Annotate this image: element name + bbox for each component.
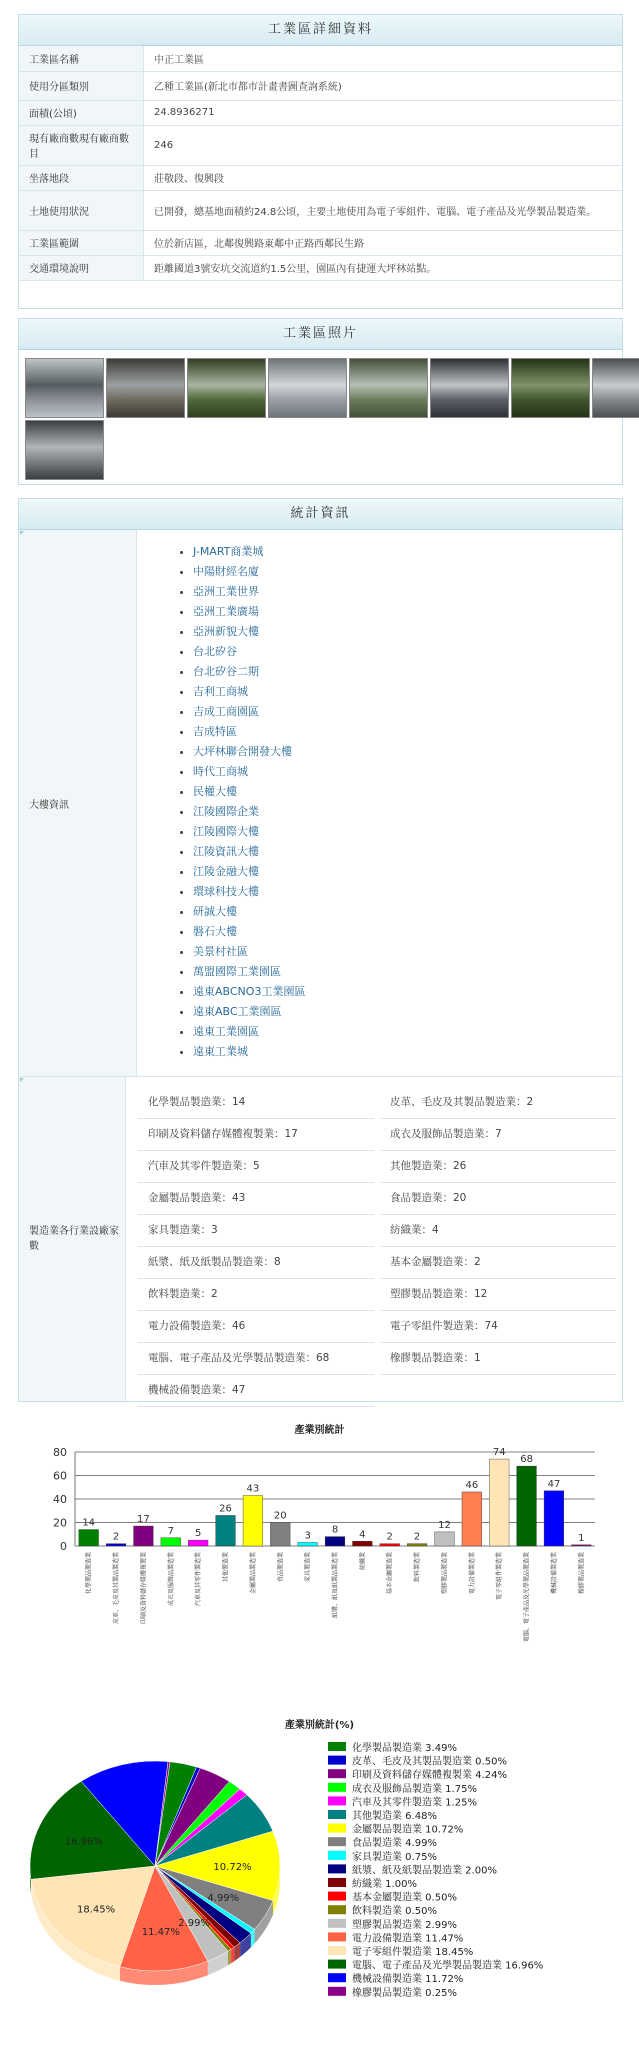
bar-chart-title: 產業別統計 — [294, 1425, 345, 1436]
bar — [243, 1495, 263, 1546]
bar-value-label: 74 — [492, 1447, 506, 1459]
building-link[interactable]: • 萬盟國際工業園區 — [193, 962, 305, 982]
bar-ytick-label: 80 — [53, 1446, 67, 1459]
pie-legend-swatch — [328, 1892, 346, 1901]
bar-value-label: 2 — [112, 1531, 120, 1543]
bar-ytick-label: 60 — [53, 1469, 67, 1483]
buildings-list — [137, 530, 305, 1076]
detail-row — [19, 255, 622, 280]
building-link[interactable]: • 遠東ABCNO3工業園區 — [193, 982, 305, 1002]
pie-legend-swatch — [328, 1960, 346, 1969]
industry-count: 紙漿、紙及紙製品製造業：8 — [138, 1247, 374, 1279]
bar-value-label: 20 — [273, 1510, 287, 1522]
building-link[interactable]: • 時代工商城 — [193, 762, 305, 782]
detail-row — [19, 190, 622, 230]
building-link[interactable]: • J-MART商業城 — [193, 542, 305, 562]
pie-percent-label: 18.45% — [76, 1904, 116, 1916]
bar-category-label: 成衣及服飾品製造業 — [167, 1552, 175, 1607]
pie-legend-label: 電腦、電子產品及光學製品製造業 16.96% — [352, 1960, 544, 1972]
bar-value-label: 1 — [578, 1532, 585, 1544]
building-link[interactable]: • 江陵金融大樓 — [193, 862, 305, 882]
photos-title: 工業區照片 — [19, 319, 622, 350]
industry-count: 基本金屬製造業：2 — [380, 1247, 616, 1279]
pie-percent-label: 2.99% — [178, 1918, 211, 1930]
bar-value-label: 12 — [438, 1519, 451, 1531]
stats-title: 統計資訊 — [19, 499, 622, 530]
bar — [79, 1530, 99, 1546]
bar-value-label: 14 — [82, 1517, 96, 1529]
building-link[interactable]: • 亞洲新貌大樓 — [193, 622, 305, 642]
bar-category-label: 電力設備製造業 — [468, 1552, 476, 1595]
pie-legend-swatch — [328, 1946, 346, 1955]
photo-thumbnail[interactable] — [430, 358, 509, 418]
detail-label: 工業區範圍 — [19, 230, 144, 255]
bar-value-label: 68 — [520, 1454, 533, 1466]
industry-count: 電腦、電子產品及光學製品製造業：68 — [138, 1343, 374, 1375]
photo-thumbnail[interactable] — [592, 358, 639, 418]
bar-chart — [0, 1438, 639, 1708]
building-link[interactable]: • 江陵國際大樓 — [193, 822, 305, 842]
building-link[interactable]: • 環球科技大樓 — [193, 882, 305, 902]
pie-legend-label: 印刷及資料儲存媒體複製業 4.24% — [352, 1770, 507, 1782]
bar — [462, 1492, 482, 1546]
bar — [270, 1523, 290, 1547]
pie-legend-label: 電力設備製造業 11.47% — [352, 1933, 464, 1945]
detail-row — [19, 46, 622, 71]
bar — [489, 1459, 509, 1546]
pie-legend-label: 其他製造業 6.48% — [352, 1811, 437, 1822]
buildings-label: 大樓資訊 — [19, 530, 137, 1076]
pie-slice-side — [231, 1947, 234, 1963]
pie-legend-label: 電子零組件製造業 18.45% — [352, 1947, 474, 1958]
pie-legend-swatch — [328, 1864, 346, 1873]
bar-category-label: 印刷及資料儲存媒體複製業 — [140, 1552, 148, 1625]
bar-ytick-label: 20 — [53, 1516, 67, 1530]
building-link[interactable]: • 中陽財經名廈 — [193, 562, 305, 582]
detail-label: 使用分區類別 — [19, 71, 144, 100]
bar-ytick-label: 0 — [60, 1540, 67, 1553]
photos-panel — [18, 318, 623, 485]
detail-row — [19, 125, 622, 165]
bar-value-label: 5 — [194, 1528, 202, 1540]
detail-label: 現有廠商數現有廠商數目 — [19, 125, 144, 165]
bar-value-label: 26 — [219, 1503, 232, 1515]
detail-label: 土地使用狀況 — [19, 190, 144, 230]
industry-count: 電子零組件製造業：74 — [380, 1311, 616, 1343]
photo-thumbnail[interactable] — [268, 358, 347, 418]
pie-legend-label: 紙漿、紙及紙製品製造業 2.00% — [352, 1865, 497, 1877]
industry-count: 機械設備製造業：47 — [138, 1375, 374, 1407]
pie-legend-label: 家具製造業 0.75% — [352, 1851, 437, 1863]
industry-count: 家具製造業：3 — [138, 1215, 374, 1247]
pie-legend-swatch — [328, 1769, 346, 1778]
industry-count: 成衣及服飾品製造業：7 — [380, 1119, 616, 1151]
industry-count: 化學製品製造業：14 — [138, 1087, 374, 1119]
pie-percent-label: 16.96% — [64, 1836, 103, 1848]
pie-legend-label: 機械設備製造業 11.72% — [352, 1974, 464, 1986]
building-link[interactable]: • 江陵資訊大樓 — [193, 842, 305, 862]
bar — [353, 1541, 373, 1546]
building-link[interactable]: • 台北矽谷 — [193, 642, 305, 662]
pie-legend-swatch — [328, 1796, 346, 1805]
photo-gallery — [19, 350, 622, 484]
bar — [161, 1538, 181, 1546]
bar-category-label: 電子零組件製造業 — [496, 1552, 504, 1601]
industry-count: 皮革、毛皮及其製品製造業：2 — [380, 1087, 616, 1119]
detail-label: 坐落地段 — [19, 165, 144, 190]
pie-legend-swatch — [328, 1919, 346, 1928]
pie-legend-label: 飲料製造業 0.50% — [352, 1906, 437, 1918]
stats-panel — [18, 498, 623, 1402]
building-link[interactable]: • 吉成工商園區 — [193, 702, 305, 722]
bar-value-label: 17 — [137, 1514, 150, 1526]
pie-legend-swatch — [328, 1756, 346, 1765]
bar — [407, 1544, 427, 1546]
bar-ytick-label: 40 — [53, 1493, 67, 1506]
building-link[interactable]: • 亞洲工業廣場 — [193, 602, 305, 622]
bar-value-label: 4 — [359, 1529, 366, 1541]
bar-value-label: 8 — [331, 1524, 339, 1536]
buildings-row — [19, 530, 622, 1077]
industry-grid — [126, 1077, 628, 1401]
pie-legend-label: 食品製造業 4.99% — [352, 1838, 437, 1850]
bar-category-label: 皮革、毛皮及其製品製造業 — [113, 1552, 121, 1625]
bar-category-label: 機械設備製造業 — [550, 1552, 558, 1595]
pie-legend-swatch — [328, 1742, 346, 1751]
industry-count: 塑膠製品製造業：12 — [380, 1279, 616, 1311]
detail-value: 246 — [144, 125, 623, 165]
detail-label: 面積(公頃) — [19, 100, 144, 125]
pie-percent-label: 4.99% — [207, 1892, 240, 1904]
bar — [325, 1537, 345, 1546]
building-link[interactable]: • 磐石大樓 — [193, 922, 305, 942]
detail-row — [19, 165, 622, 190]
bar-category-label: 化學製品製造業 — [85, 1552, 93, 1595]
pie-chart-title: 產業別統計(%) — [284, 1720, 355, 1731]
bar — [216, 1515, 236, 1546]
photo-thumbnail[interactable] — [187, 358, 266, 418]
detail-row — [19, 100, 622, 125]
bar-value-label: 2 — [413, 1531, 421, 1543]
detail-value: 24.8936271 — [144, 100, 623, 125]
building-link[interactable]: • 吉成特區 — [193, 722, 305, 742]
building-link[interactable]: • 亞洲工業世界 — [193, 582, 305, 602]
building-link[interactable]: • 美景村社區 — [193, 942, 305, 962]
industry-label: 製造業各行業設廠家數 — [19, 1077, 126, 1401]
pie-legend-swatch — [328, 1837, 346, 1846]
building-link[interactable]: • 研誠大樓 — [193, 902, 305, 922]
bar-category-label: 其他製造業 — [222, 1552, 230, 1583]
bar — [517, 1466, 537, 1546]
pie-legend-swatch — [328, 1905, 346, 1914]
detail-row — [19, 71, 622, 100]
industry-count: 飲料製造業：2 — [138, 1279, 374, 1311]
bar — [188, 1540, 208, 1546]
pie-percent-label: 11.47% — [141, 1926, 180, 1938]
pie-legend-swatch — [328, 1987, 346, 1996]
industry-count: 橡膠製品製造業：1 — [380, 1343, 616, 1375]
photo-thumbnail[interactable] — [106, 358, 185, 418]
building-link[interactable]: • 遠東ABC工業園區 — [193, 1002, 305, 1022]
pie-legend-label: 紡織業 1.00% — [352, 1879, 417, 1890]
detail-value: 已開發，總基地面積約24.8公頃，主要土地使用為電子零組件、電腦、電子產品及光學製品製造業。 — [144, 190, 623, 230]
photo-thumbnail[interactable] — [25, 420, 104, 480]
building-link[interactable]: • 大坪林聯合開發大樓 — [193, 742, 305, 762]
industry-count: 其他製造業：26 — [380, 1151, 616, 1183]
bar — [106, 1544, 126, 1546]
bar-category-label: 紡織業 — [359, 1552, 367, 1571]
bar-category-label: 塑膠製品製造業 — [441, 1552, 449, 1595]
bar-value-label: 2 — [386, 1531, 393, 1543]
bar-category-label: 飲料製造業 — [414, 1552, 422, 1583]
pie-legend-label: 橡膠製品製造業 0.25% — [352, 1987, 457, 1999]
bar-value-label: 46 — [465, 1479, 479, 1491]
bar-category-label: 基本金屬製造業 — [386, 1552, 394, 1595]
bar-value-label: 3 — [304, 1530, 311, 1542]
detail-title: 工業區詳細資料 — [19, 15, 622, 46]
bar — [298, 1542, 318, 1546]
detail-row — [19, 230, 622, 255]
detail-table — [19, 46, 622, 281]
bar-category-label: 家具製造業 — [304, 1552, 312, 1583]
pie-legend-swatch — [328, 1783, 346, 1792]
building-link[interactable]: • 民權大樓 — [193, 782, 305, 802]
bar-category-label: 食品製造業 — [277, 1552, 285, 1583]
detail-value: 乙種工業區(新北市都市計畫書圖查詢系統) — [144, 71, 623, 100]
bar-category-label: 金屬製品製造業 — [249, 1552, 257, 1595]
photo-thumbnail[interactable] — [25, 358, 104, 418]
pie-slice-side — [228, 1949, 231, 1965]
bar-value-label: 47 — [547, 1478, 561, 1490]
pie-legend-label: 塑膠製品製造業 2.99% — [352, 1919, 457, 1931]
bar — [380, 1544, 400, 1546]
photo-thumbnail[interactable] — [349, 358, 428, 418]
pie-legend-swatch — [328, 1824, 346, 1833]
pie-legend-swatch — [328, 1851, 346, 1860]
photo-thumbnail[interactable] — [511, 358, 590, 418]
detail-label: 交通環境說明 — [19, 255, 144, 280]
building-link[interactable]: • 遠東工業城 — [193, 1042, 305, 1062]
pie-legend-swatch — [328, 1810, 346, 1819]
industry-count: 食品製造業：20 — [380, 1183, 616, 1215]
detail-value: 莊敬段、復興段 — [144, 165, 623, 190]
bar — [435, 1532, 455, 1546]
detail-label: 工業區名稱 — [19, 46, 144, 71]
bar-category-label: 汽車及其零件製造業 — [195, 1552, 203, 1607]
pie-percent-label: 10.72% — [213, 1861, 252, 1873]
industry-count: 紡織業：4 — [380, 1215, 616, 1247]
building-link[interactable]: • 江陵國際企業 — [193, 802, 305, 822]
industry-count: 電力設備製造業：46 — [138, 1311, 374, 1343]
building-link[interactable]: • 遠東工業園區 — [193, 1022, 305, 1042]
industry-count: 汽車及其零件製造業：5 — [138, 1151, 374, 1183]
pie-legend-swatch — [328, 1932, 346, 1941]
bar-category-label: 電腦、電子產品及光學製品製造業 — [523, 1552, 531, 1643]
bar-category-label: 紙漿、紙及紙製品製造業 — [332, 1552, 339, 1619]
detail-value: 中正工業區 — [144, 46, 623, 71]
bar-value-label: 43 — [246, 1483, 260, 1495]
pie-chart — [0, 1736, 639, 2036]
industry-row — [19, 1077, 622, 1401]
industry-count: 金屬製品製造業：43 — [138, 1183, 374, 1215]
detail-value: 距離國道3號安坑交流道約1.5公里，園區內有捷運大坪林站點。 — [144, 255, 623, 280]
building-link[interactable]: • 吉利工商城 — [193, 682, 305, 702]
pie-legend-swatch — [328, 1878, 346, 1887]
bar-category-label: 橡膠製品製造業 — [578, 1552, 586, 1595]
pie-legend-label: 金屬製品製造業 10.72% — [352, 1824, 464, 1836]
pie-legend-swatch — [328, 1973, 346, 1982]
building-link[interactable]: • 台北矽谷二期 — [193, 662, 305, 682]
bar — [571, 1545, 591, 1546]
detail-value: 位於新店區，北鄰復興路東鄰中正路西鄰民生路 — [144, 230, 623, 255]
pie-legend-label: 化學製品製造業 3.49% — [352, 1743, 457, 1754]
pie-legend-label: 皮革、毛皮及其製品製造業 0.50% — [352, 1756, 507, 1768]
industry-count: 印刷及資料儲存媒體複製業：17 — [138, 1119, 374, 1151]
pie-legend-label: 基本金屬製造業 0.50% — [352, 1892, 457, 1904]
bar-value-label: 7 — [167, 1525, 174, 1537]
bar — [134, 1526, 154, 1546]
detail-panel — [18, 14, 623, 309]
pie-legend-label: 汽車及其零件製造業 1.25% — [352, 1797, 477, 1809]
pie-legend-label: 成衣及服飾品製造業 1.75% — [352, 1783, 477, 1795]
bar — [544, 1491, 564, 1546]
